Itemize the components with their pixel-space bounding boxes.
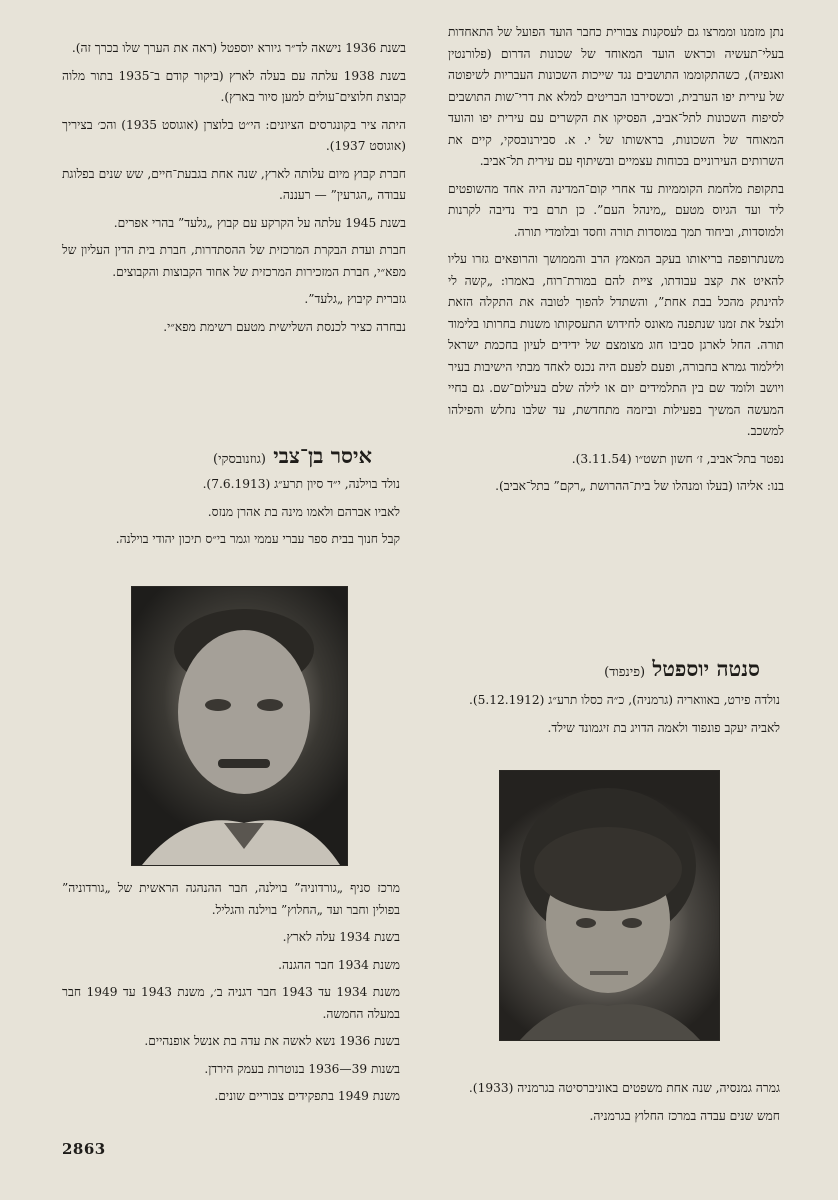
bio-line: לאביו אברהם ולאמו מינה בת אהרן מנזס. xyxy=(207,504,400,519)
bio-line: משנת 1934 חבר ההגנה. xyxy=(278,957,400,972)
bio-line: משנת 1934 עד 1943 חבר דגניה ב׳, משנת 1943 עד 1949 חבר במעלה החמשה. xyxy=(62,985,400,1021)
bio-line: בשנת 1934 עלה לארץ. xyxy=(282,930,400,944)
bio-line: לאביה יעקב פונפוד ולאמה הדויג בת זיגמונד שילד. xyxy=(547,720,780,735)
entry-name: סנטה יוספטל xyxy=(652,656,760,681)
bio-line: מרכז סניף „גורדוניה” בוילנה, חבר ההנהגה הראשית של „גורדוניה” בפולין וחבר ועד „החלוץ” בוילנה והגליל. xyxy=(62,881,400,917)
bio-line: בשנת 1936 נשא לאשה את עדה בת אנשל אופנהיים. xyxy=(144,1034,400,1048)
right-column-text xyxy=(448,22,784,504)
paragraph: נפטר בתל־אביב, ז׳ חשון תשט״ו (3.11.54). xyxy=(571,451,784,466)
paragraph: נתן מזמנו וממרצו גם לעסקנות צבורית כחבר הועד הפועל של התאחדות בעלי־תעשיה וכראש הועד המאוחד של שכונות הדרום (פלורנטין ואגפיה), כשהתקוממו התושבים נגד שייכות השכונות העבריות לשיפוטה של עירית יפו הערבית, וכשסירבו הבריטים למלא את דרי־שות התושבים לסיפוח השכונות לתל־אביב, הפסיקו את הקשרים עם עירית יפו והועד המאוחד של השכונות, בראשותו של י. א. סבירנובסקי, קיים את השרותים העירוניים בכוחות עצמיים ובשיתוף עם עירית תל־אביב. xyxy=(448,25,784,168)
entry-bio-isser-ben-zvi xyxy=(62,474,400,557)
paragraph: נבחרה כציר לכנסת השלישית מטעם רשימת מפא״י. xyxy=(163,319,406,334)
paragraph: בשנת 1945 עלתה על הקרקע עם קבוץ „גלעד” בהרי אפרים. xyxy=(113,215,406,230)
bio-line: בשנות 39—1936 בנוטרות בעמק הירדן. xyxy=(204,1061,400,1076)
bio-line: גמרה גמנסיה, שנה אחת משפטים באוניברסיטה בגרמניה (1933). xyxy=(468,1081,780,1095)
portrait-photo-santa-josephtal xyxy=(499,770,720,1041)
bio-line: נולד בוילנה, י״ד סיון תרע״ג (7.6.1913). xyxy=(202,477,400,491)
paragraph: בשנת 1936 נישאה לד״ר גיורא יוספטל (ראה את הערך שלו בכרך זה). xyxy=(71,41,406,55)
entry-heading-santa-josephtal xyxy=(448,656,760,686)
paragraph: בשנת 1938 עלתה עם בעלה לארץ (ביקור קודם ב־1935 בתור מלוה קבוצת חלוצים־עולים למען סיור בארץ). xyxy=(62,68,407,104)
entry-bio-santa-josephtal xyxy=(440,690,780,745)
man-portrait-icon xyxy=(132,587,347,865)
paragraph: חברת ועדת הבקרת המרכזית של ההסתדרות, חברת בית הדין העליון של מפא״י, חברת המזכירות המרכזית של אחוד הקבוצות והקבוצים. xyxy=(62,243,406,279)
paragraph: בתקופת מלחמת הקוממיות עד אחרי קום־המדינה היה אחד מהשופטים ליד ועד הגיוס מטעם „מינהל העם”. כן תרם ביד נדיבה לקרנות ולמוסדות, וביחוד תמך במוסדות תורה וחסד ובלומדי תורה. xyxy=(448,181,784,239)
page-number: 2863 xyxy=(62,1140,106,1158)
paragraph: חברת קבוץ מיום עלותה לארץ, שנה אחת בגבעת־חיים, שש שנים בפלוגת עבודה „הגרעין” — רעננה. xyxy=(62,166,406,202)
bio-line: חמש שנים עבדה במרכז החלוץ בגרמניה. xyxy=(589,1108,780,1123)
entry-bio-continued-isser-ben-zvi xyxy=(62,878,400,1114)
entry-bio-continued-santa-josephtal xyxy=(440,1078,780,1133)
left-column-text xyxy=(62,38,406,344)
paragraph: בנו: אליהו (בעלו ומנהלו של בית־ההרושת „רקם” בתל־אביב). xyxy=(495,479,784,493)
entry-name: איסר בן־צבי xyxy=(273,443,372,468)
woman-portrait-icon xyxy=(500,771,719,1040)
paragraph: גזברית קיבוץ „גלעד”. xyxy=(304,292,406,306)
entry-heading-isser-ben-zvi xyxy=(62,443,372,473)
entry-maiden-name: (פינפוד) xyxy=(604,665,646,680)
bio-line: משנת 1949 בתפקידים צבוריים שונים. xyxy=(214,1089,400,1103)
bio-line: נולדה פירט, באוואריה (גרמניה), כ״ה כסלו תרע״ג (5.12.1912). xyxy=(469,693,780,707)
paragraph: משנתרופפה בריאותו בעקב המאמץ הרב והממושך והרופאים גזרו עליו להאיט את קצב עבודתו, ציית להם במורת־רוח, באמרו: „קשה לי להינתק מהכל בבת אחת”, והשתדל להפוך לטובה את התקלה הזאת ולנצל את זמנו שנתפנה מאונס לחידוש התעסקותו משנות בחרותו בלימוד תורה. החל לארגן סביבו חוג מצומצם של ידידים לעיון בחכמת ישראל ולילמוד גמרא בחבורה, ופעם לפעם היה נכנס לאחד מבתי הישיבות בעיר ויושב ולומד שם בין התלמידים יום או לילה שלם בעילום־שם. גם בחיי המעשה המשיך בפעילות וביזמה מתחדשת, עד שלבו נחלש והפילהו למשכב. xyxy=(448,252,784,438)
bio-line: קבל חנוך בבית ספר עברי עממי וגמר בי״ס תיכון יהודי בוילנה. xyxy=(115,532,400,546)
paragraph: היתה ציר בקונגרסים הציונים: הי״ט בלוצרן (אוגוסט 1935) והכ׳ בציריך (אוגוסט 1937). xyxy=(62,117,406,153)
portrait-photo-isser-ben-zvi xyxy=(131,586,348,866)
entry-former-name: (גוזנובסקי) xyxy=(213,452,266,467)
